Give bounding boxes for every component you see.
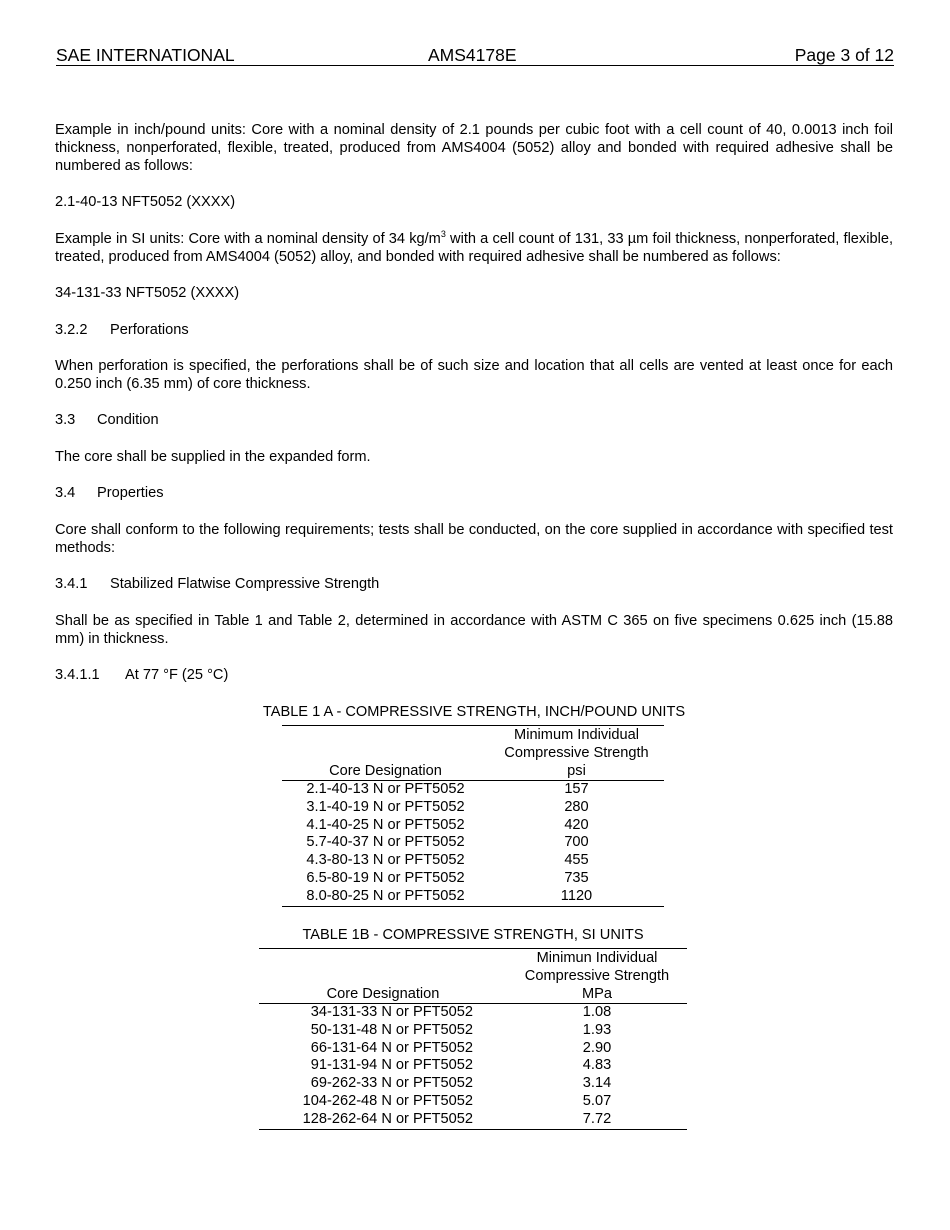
section-3-4-heading: [55, 484, 164, 502]
table-1b-header-line2: Compressive Strength: [524, 968, 670, 984]
section-3-3-heading: [55, 411, 159, 429]
core-designation-cell: 5.7-40-37 N or PFT5052: [306, 834, 465, 851]
compressive-strength-paragraph: Shall be as specified in Table 1 and Table 2, determined in accordance with ASTM C 365 on five specimens 0.625 inch (15.88 mm) in thickness.: [55, 613, 893, 647]
table-row: [282, 781, 664, 799]
table-row: [282, 888, 664, 906]
core-designation-cell: 69-262-33 N or PFT5052: [310, 1075, 473, 1092]
section-3-2-2-heading: [55, 321, 189, 339]
table-1a: [282, 725, 664, 907]
section-title: At 77 °F (25 °C): [125, 667, 229, 683]
strength-value-cell: 7.72: [582, 1110, 612, 1127]
strength-value-cell: 4.83: [582, 1057, 612, 1074]
section-3-4-1-heading: [55, 575, 379, 593]
table-row: [259, 1022, 687, 1040]
table-row: [282, 817, 664, 835]
table-1b-col-unit: MPa: [507, 985, 687, 1004]
strength-value-cell: 700: [564, 834, 589, 851]
table-row: [282, 852, 664, 870]
core-designation-cell: 4.1-40-25 N or PFT5052: [306, 816, 465, 833]
table-1b-header-line1: Minimun Individual: [536, 950, 658, 966]
table-row: [259, 1040, 687, 1058]
section-title: Stabilized Flatwise Compressive Strength: [110, 576, 380, 592]
section-number: 3.4: [55, 485, 76, 501]
core-designation-cell: 8.0-80-25 N or PFT5052: [306, 887, 465, 904]
strength-value-cell: 420: [564, 816, 589, 833]
table-1a-header-line2: Compressive Strength: [504, 745, 649, 761]
strength-value-cell: 1120: [560, 887, 593, 904]
section-number: 3.4.1: [55, 576, 88, 592]
strength-value-cell: 3.14: [582, 1075, 612, 1092]
strength-value-cell: 455: [564, 852, 589, 869]
strength-value-cell: 1.93: [582, 1021, 612, 1038]
section-title: Properties: [97, 485, 164, 501]
example-si-text-start: Example in SI units: Core with a nominal density of 34 kg/m: [55, 231, 441, 247]
header-document-id: AMS4178E: [428, 45, 517, 65]
example-si-code: 34-131-33 NFT5052 (XXXX): [55, 285, 240, 301]
header-page-number: Page 3 of 12: [794, 45, 894, 65]
core-designation-cell: 3.1-40-19 N or PFT5052: [306, 798, 465, 815]
section-number: 3.4.1.1: [55, 667, 100, 683]
section-number: 3.3: [55, 412, 76, 428]
table-1a-col-core-designation: Core Designation: [282, 762, 489, 781]
example-inch-code: 2.1-40-13 NFT5052 (XXXX): [55, 194, 236, 210]
core-designation-cell: 2.1-40-13 N or PFT5052: [306, 781, 465, 797]
example-si-paragraph: [55, 230, 893, 266]
core-designation-cell: 66-131-64 N or PFT5052: [310, 1039, 473, 1056]
table-1b-col-core-designation: Core Designation: [259, 985, 507, 1004]
perforations-paragraph: When perforation is specified, the perforations shall be of such size and location that all cells are vented at least once for each 0.250 inch (6.35 mm) of core thickness.: [55, 358, 893, 392]
core-designation-cell: 128-262-64 N or PFT5052: [302, 1110, 473, 1127]
strength-value-cell: 280: [564, 798, 589, 815]
table-row: [259, 1057, 687, 1075]
strength-value-cell: 157: [564, 781, 589, 797]
table-row: [259, 1075, 687, 1093]
core-designation-cell: 104-262-48 N or PFT5052: [302, 1092, 473, 1109]
core-designation-cell: 50-131-48 N or PFT5052: [310, 1021, 473, 1038]
table-1a-header-line1: Minimum Individual: [514, 727, 639, 743]
core-designation-cell: 91-131-94 N or PFT5052: [310, 1057, 473, 1074]
condition-paragraph: The core shall be supplied in the expanded form.: [55, 449, 371, 465]
table-row: [282, 799, 664, 817]
superscript-cubed: 3: [440, 229, 446, 239]
strength-value-cell: 2.90: [582, 1039, 612, 1056]
properties-paragraph: Core shall conform to the following requirements; tests shall be conducted, on the core supplied in accordance with specified test methods:: [55, 522, 893, 556]
example-inch-paragraph: Example in inch/pound units: Core with a nominal density of 2.1 pounds per cubic foot with a cell count of 40, 0.0013 inch foil thickness, nonperforated, flexible, treated, produced from AMS4004 (5052) alloy and bonded with required adhesive shall be numbered as follows:: [55, 122, 893, 174]
example-si-text-end: with a cell count of 131, 33 µm foil thickness, nonperforated, flexible, treated, produced from AMS4004 (5052) alloy, and bonded with required adhesive shall be numbered as follows:: [55, 231, 893, 265]
section-title: Condition: [97, 412, 159, 428]
core-designation-cell: 4.3-80-13 N or PFT5052: [306, 852, 465, 869]
table-row: [259, 1093, 687, 1111]
section-3-4-1-1-heading: [55, 666, 228, 684]
strength-value-cell: 5.07: [582, 1092, 612, 1109]
table-row: [282, 870, 664, 888]
section-number: 3.2.2: [55, 322, 88, 338]
table-row: [259, 1111, 687, 1129]
core-designation-cell: 34-131-33 N or PFT5052: [310, 1004, 473, 1020]
header-organization: SAE INTERNATIONAL: [56, 45, 235, 65]
table-1b-caption: TABLE 1B - COMPRESSIVE STRENGTH, SI UNITS: [302, 927, 644, 943]
table-row: [259, 1004, 687, 1022]
strength-value-cell: 735: [564, 869, 589, 886]
page-header: [56, 45, 894, 66]
section-title: Perforations: [110, 322, 189, 338]
table-1a-col-unit: psi: [489, 762, 664, 781]
strength-value-cell: 1.08: [582, 1004, 612, 1020]
table-1a-caption: TABLE 1 A - COMPRESSIVE STRENGTH, INCH/POUND UNITS: [262, 704, 686, 720]
table-row: [282, 834, 664, 852]
core-designation-cell: 6.5-80-19 N or PFT5052: [306, 869, 465, 886]
table-1b: [259, 948, 687, 1130]
